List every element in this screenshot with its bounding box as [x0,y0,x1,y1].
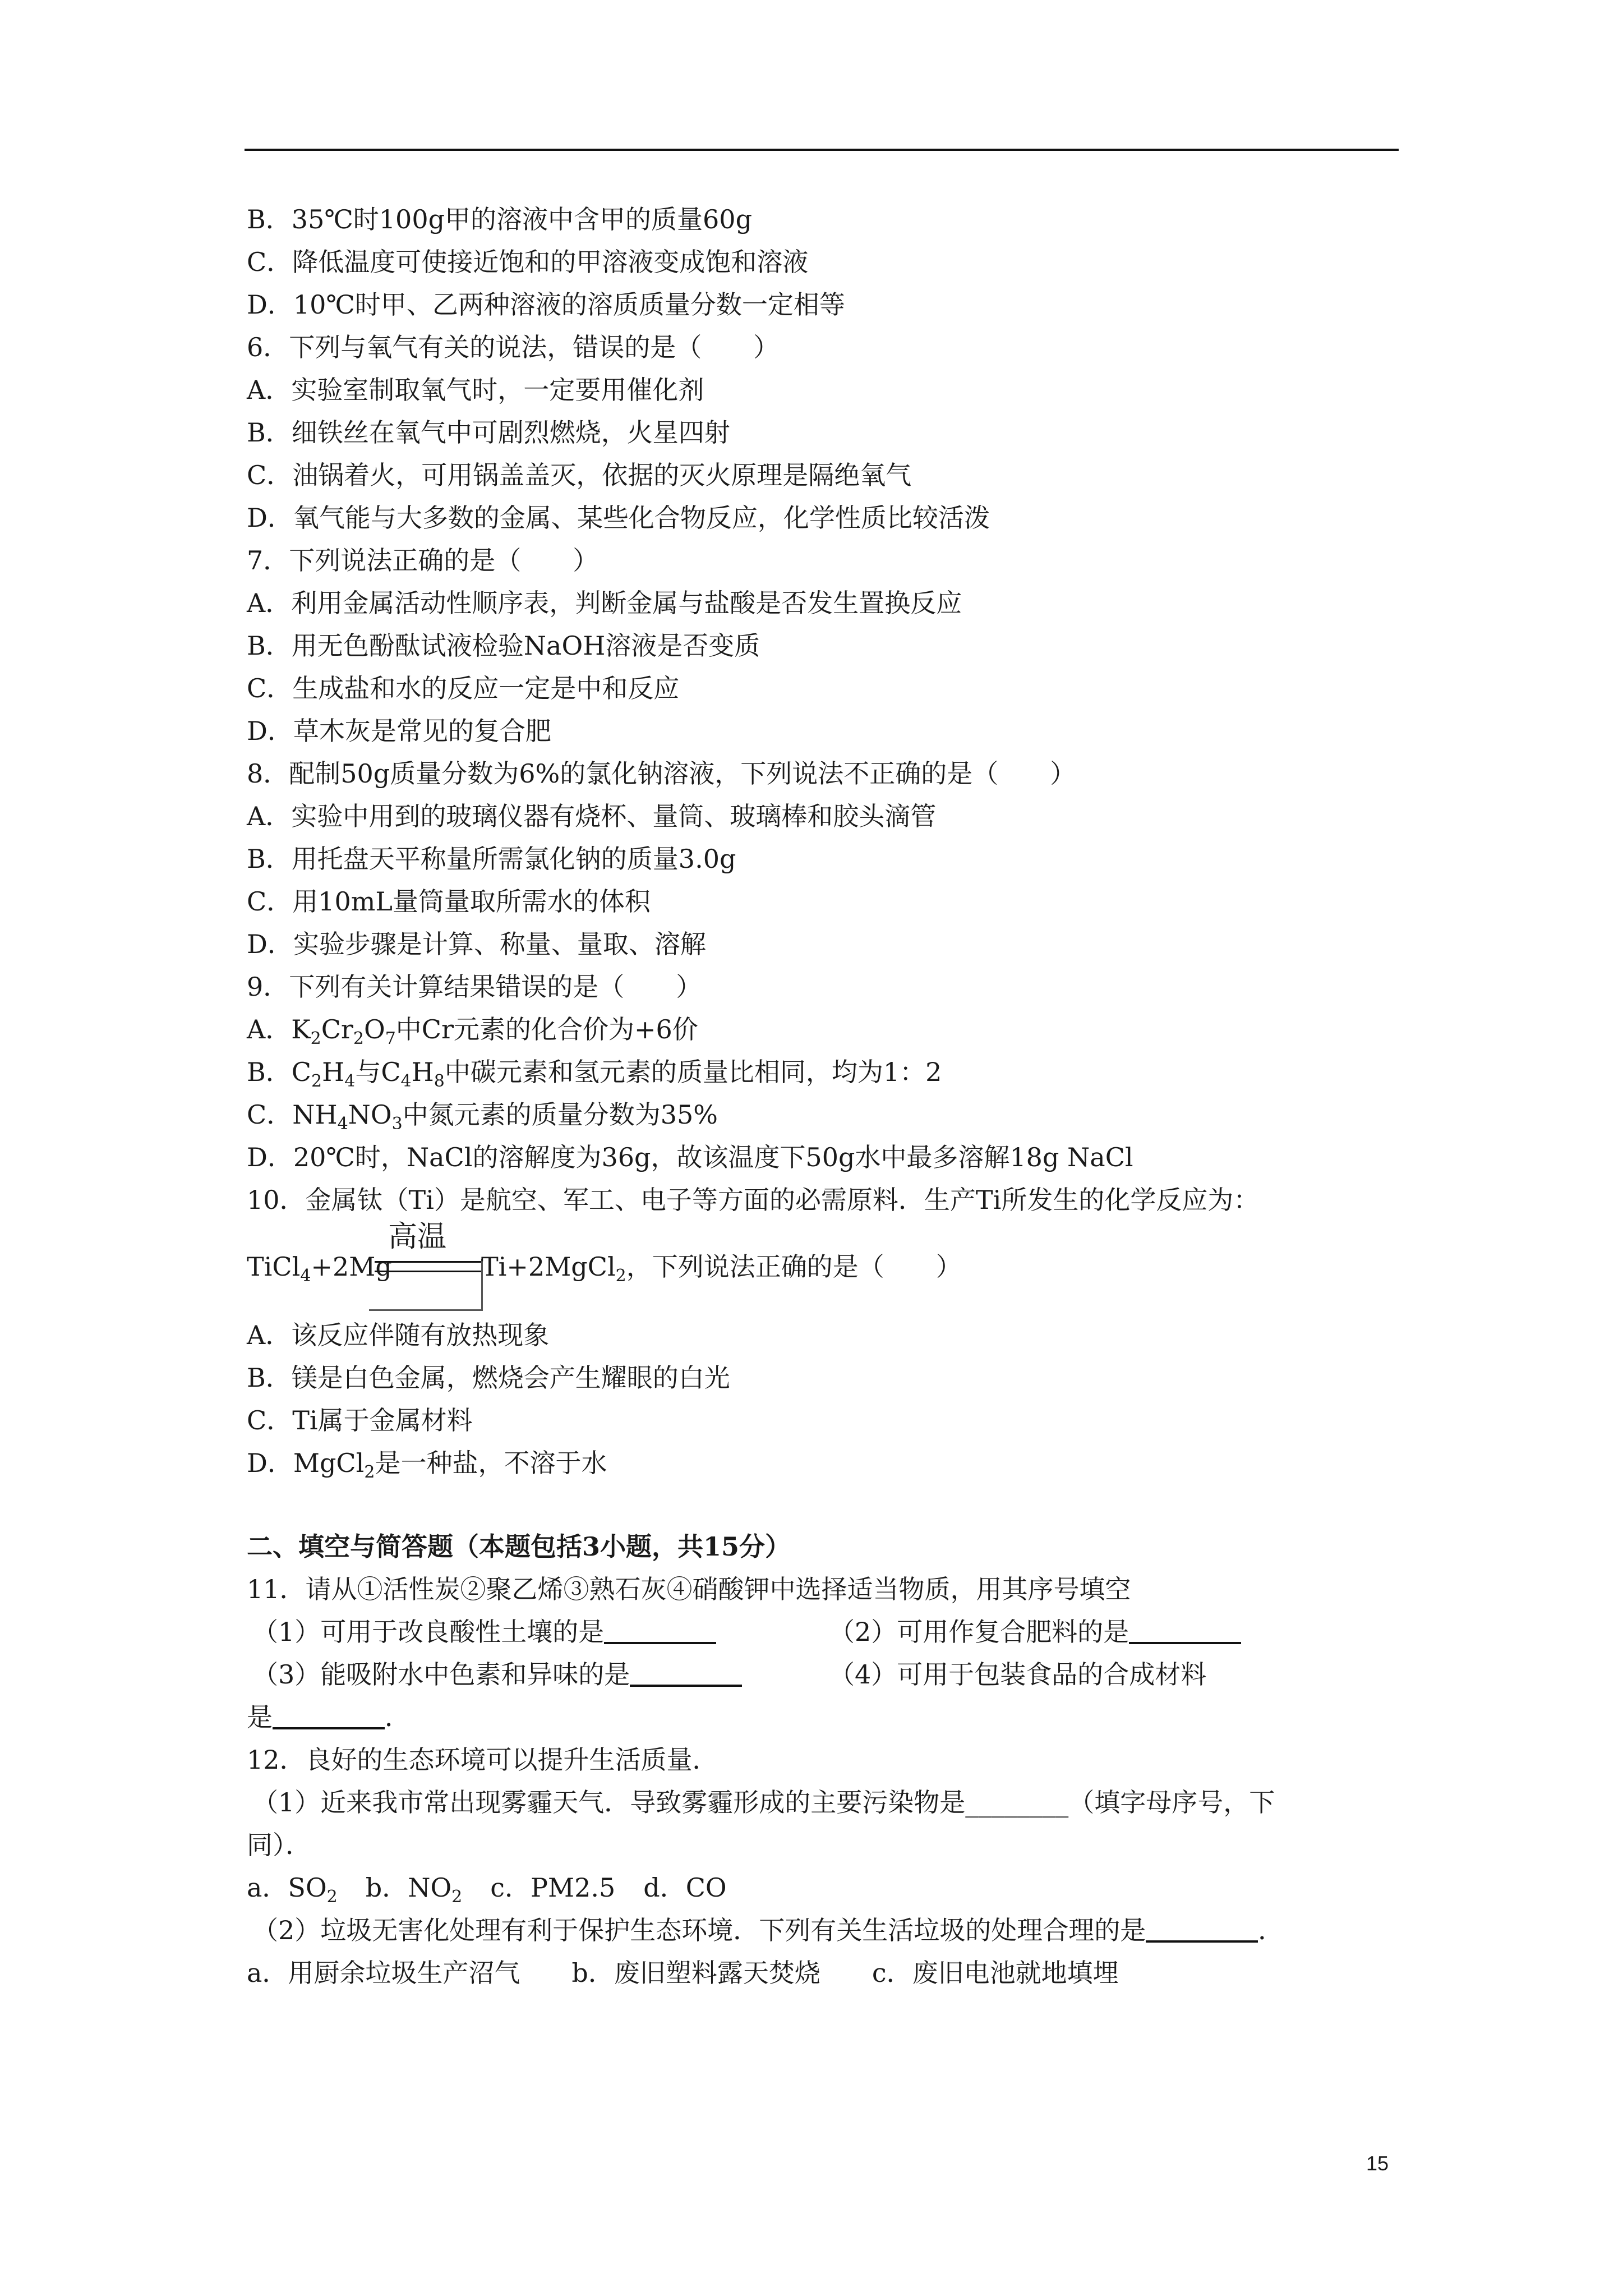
q6-stem: 6．下列与氧气有关的说法，错误的是（ ） [247,332,780,362]
q10-stem: 10．金属钛（Ti）是航空、军工、电子等方面的必需原料．生产Ti所发生的化学反应为： [247,1185,1260,1215]
q9-option-d: D．20℃时，NaCl的溶解度为36g，故该温度下50g水中最多溶解18g NaCl [247,1142,1133,1172]
q6-option-d: D．氧气能与大多数的金属、某些化合物反应，化学性质比较活泼 [247,503,990,533]
q10-option-c: C．Ti属于金属材料 [247,1405,473,1435]
q8-stem: 8．配制50g质量分数为6%的氯化钠溶液，下列说法不正确的是（ ） [247,758,1076,789]
q8-option-a: A．实验中用到的玻璃仪器有烧杯、量筒、玻璃棒和胶头滴管 [247,801,937,831]
page-number: 15 [1366,2152,1389,2175]
section-2-heading: 二、填空与简答题（本题包括3小题，共15分） [247,1531,791,1562]
q11-stem: 11．请从①活性炭②聚乙烯③熟石灰④硝酸钾中选择适当物质，用其序号填空 [247,1574,1131,1604]
q6-option-c: C．油锅着火，可用锅盖盖灭，依据的灭火原理是隔绝氧气 [247,460,912,490]
q10-equation-right: Ti+2MgCl$_2$，下列说法正确的是（ ） [481,1251,962,1286]
q11-item-2: （2）可用作复合肥料的是 [829,1615,1241,1649]
q10-option-b: B．镁是白色金属，燃烧会产生耀眼的白光 [247,1363,730,1393]
q12-part-1-options: a．$SO_2$ b．$NO_2$ c．PM2.5 d．CO [247,1872,727,1907]
answer-blank[interactable] [630,1659,742,1687]
q7-option-a: A．利用金属活动性顺序表，判断金属与盐酸是否发生置换反应 [247,588,962,618]
q7-stem: 7．下列说法正确的是（ ） [247,545,599,576]
answer-blank[interactable] [1146,1915,1258,1943]
reaction-condition-label: 高温 [388,1220,447,1254]
q12-part-2-options: a．用厨余垃圾生产沼气 b．废旧塑料露天焚烧 c．废旧电池就地填埋 [247,1958,1119,1988]
q5-option-c: C．降低温度可使接近饱和的甲溶液变成饱和溶液 [247,247,809,277]
q12-part-2: （2）垃圾无害化处理有利于保护生态环境．下列有关生活垃圾的处理合理的是 ． [252,1915,1284,1945]
q12-part-1-continued: 同）． [247,1830,311,1860]
q12-stem: 12．良好的生态环境可以提升生活质量． [247,1745,718,1775]
q9-option-a: A．$K_2Cr_2O_7$中Cr元素的化合价为+6价 [247,1014,698,1048]
q10-equation-left: TiCl$_4$+2Mg [247,1251,392,1286]
q9-option-c: C．$NH_4NO_3$中氮元素的质量分数为35% [247,1099,718,1134]
answer-blank[interactable] [604,1616,716,1644]
q7-option-d: D．草木灰是常见的复合肥 [247,716,551,746]
q11-item-3: （3）能吸附水中色素和异味的是 [252,1658,742,1691]
q9-stem: 9．下列有关计算结果错误的是（ ） [247,972,702,1002]
q6-option-b: B．细铁丝在氧气中可剧烈燃烧，火星四射 [247,417,730,448]
q10-option-d: D．MgCl$_2$是一种盐，不溶于水 [247,1448,607,1482]
answer-blank[interactable] [273,1701,385,1729]
q7-option-c: C．生成盐和水的反应一定是中和反应 [247,673,680,703]
q6-option-a: A．实验室制取氧气时，一定要用催化剂 [247,375,704,405]
q9-option-b: B．$C_2H_4$与$C_4H_8$中碳元素和氢元素的质量比相同，均为1：2 [247,1057,942,1091]
q5-option-d: D．10℃时甲、乙两种溶液的溶质质量分数一定相等 [247,289,845,320]
q8-option-b: B．用托盘天平称量所需氯化钠的质量3.0g [247,844,736,874]
q8-option-d: D．实验步骤是计算、称量、量取、溶解 [247,929,706,959]
q11-item-4: （4）可用于包装食品的合成材料 [829,1659,1207,1690]
answer-blank[interactable] [1129,1616,1241,1644]
q8-option-c: C．用10mL量筒量取所需水的体积 [247,886,651,917]
q12-part-1: （1）近来我市常出现雾霾天气．导致雾霾形成的主要污染物是________（填字母序号，下 [252,1787,1275,1818]
q11-item-4-continued: 是 ． [247,1702,411,1732]
q7-option-b: B．用无色酚酞试液检验NaOH溶液是否变质 [247,631,760,661]
header-rule [245,149,1399,151]
q11-item-1: （1）可用于改良酸性土壤的是 [252,1615,716,1649]
q10-option-a: A．该反应伴随有放热现象 [247,1320,550,1350]
q5-option-b: B．35℃时100g甲的溶液中含甲的质量60g [247,204,753,234]
